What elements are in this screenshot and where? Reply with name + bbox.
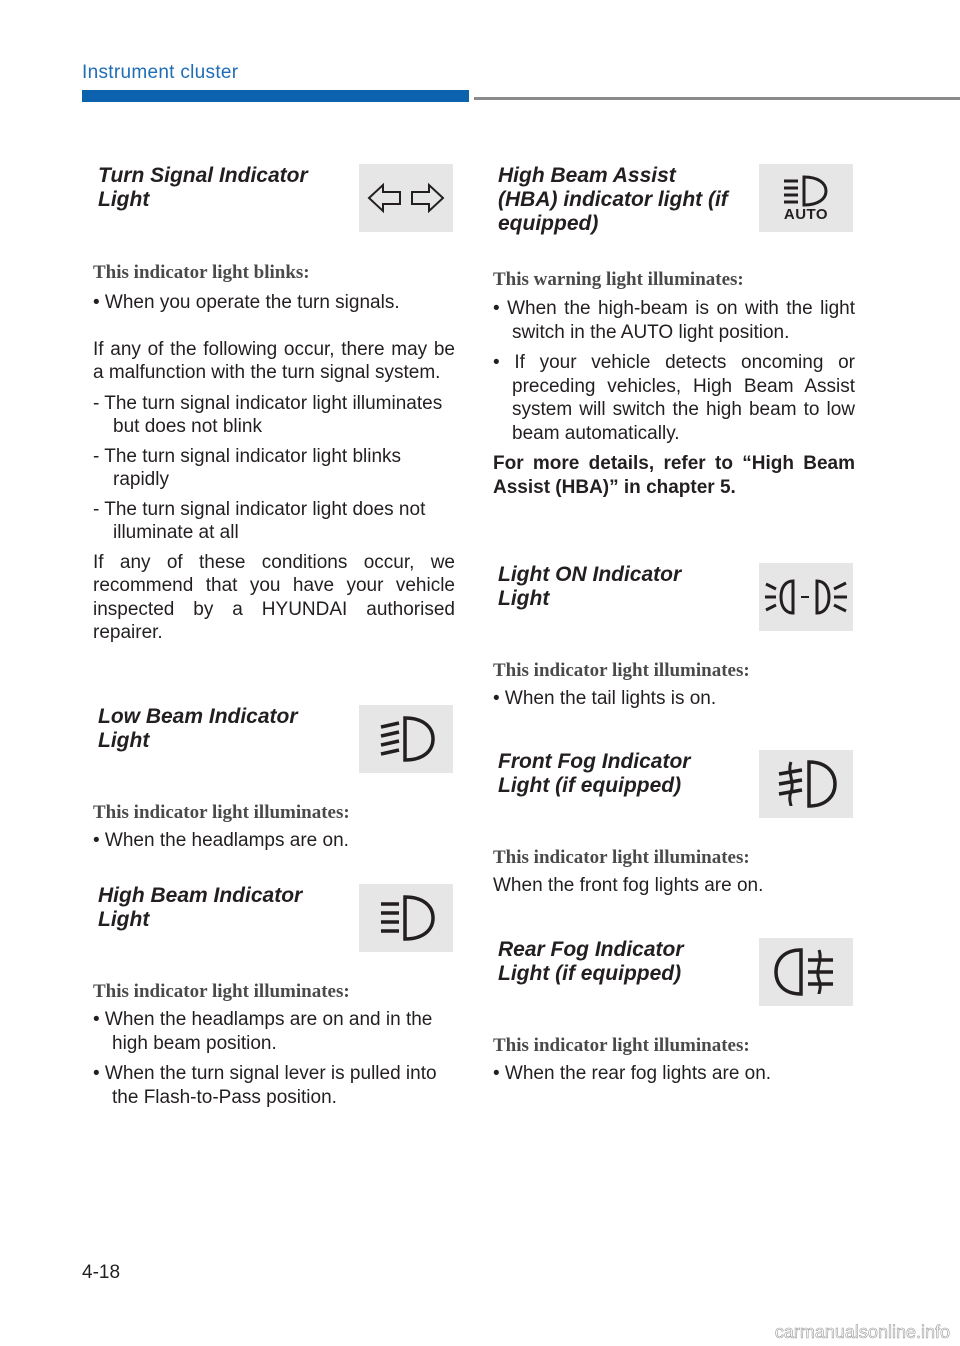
list-item: • When the high-beam is on with the light switch in the AUTO light position.	[493, 298, 855, 343]
front-fog-text	[493, 874, 855, 898]
light-on-lead: This indicator light illuminates:	[493, 660, 750, 681]
turn-signal-text	[93, 291, 455, 645]
high-beam-icon-box	[359, 884, 453, 952]
list-item: • When the rear fog lights are on.	[493, 1063, 772, 1084]
heading-line: Light	[98, 188, 150, 211]
hba-text	[493, 297, 855, 499]
turn-signal-arrows-icon	[366, 178, 446, 218]
heading-line: Light ON Indicator	[498, 563, 682, 586]
low-beam-lead: This indicator light illuminates:	[93, 802, 350, 823]
low-beam-text	[93, 829, 455, 853]
list-item: • When you operate the turn signals.	[93, 292, 400, 313]
heading-line: Front Fog Indicator	[498, 750, 691, 773]
front-fog-icon-box	[759, 750, 853, 818]
light-on-heading	[498, 563, 748, 611]
paragraph: If any of these conditions occur, we recommend that you have your vehicle inspected by a HYUNDAI authorised repairer.	[93, 551, 455, 643]
high-beam-headlamp-icon	[371, 891, 441, 945]
header-rule-blue	[82, 90, 469, 102]
note: For more details, refer to “High Beam Assist (HBA)” in chapter 5.	[493, 453, 855, 498]
rear-fog-icon-box	[759, 938, 853, 1006]
list-item: - The turn signal indicator light illuminates but does not blink	[93, 392, 443, 437]
front-fog-light-icon	[771, 756, 841, 812]
turn-signal-lead: This indicator light blinks:	[93, 262, 310, 283]
heading-line: Light (if equipped)	[498, 774, 682, 797]
hba-heading	[498, 164, 748, 236]
front-fog-lead: This indicator light illuminates:	[493, 847, 750, 868]
light-on-text	[493, 687, 855, 711]
turn-signal-heading	[98, 164, 348, 212]
heading-line: High Beam Indicator	[98, 884, 303, 907]
heading-line: (HBA) indicator light (if	[498, 188, 728, 211]
heading-line: Light	[98, 729, 150, 752]
hba-icon-box	[759, 164, 853, 232]
hba-auto-label: AUTO	[783, 205, 829, 223]
paragraph: If any of the following occur, there may be a malfunction with the turn signal system.	[93, 338, 455, 383]
list-item: - The turn signal indicator light blinks rapidly	[93, 445, 402, 490]
rear-fog-heading	[498, 938, 748, 986]
list-item: - The turn signal indicator light does not illuminate at all	[93, 498, 426, 543]
list-item: • When the headlamps are on and in the high beam position.	[93, 1009, 433, 1054]
list-item: • When the turn signal lever is pulled into the Flash-to-Pass position.	[93, 1063, 437, 1108]
heading-line: Rear Fog Indicator	[498, 938, 684, 961]
hba-lead: This warning light illuminates:	[493, 269, 744, 290]
heading-line: Light	[498, 587, 550, 610]
high-beam-text	[93, 1008, 455, 1109]
heading-line: Light (if equipped)	[498, 962, 682, 985]
page-number: 4-18	[82, 1262, 121, 1283]
high-beam-lead: This indicator light illuminates:	[93, 981, 350, 1002]
high-beam-heading	[98, 884, 348, 932]
section-title: Instrument cluster	[82, 62, 239, 83]
tail-light-icon	[763, 569, 849, 625]
hba-headlamp-icon	[776, 174, 836, 208]
low-beam-heading	[98, 705, 348, 753]
list-item: • When the headlamps are on.	[93, 830, 349, 851]
heading-line: Turn Signal Indicator	[98, 164, 308, 187]
list-item: • If your vehicle detects oncoming or preceding vehicles, High Beam Assist system will switch the high beam to low beam automatically.	[493, 352, 855, 444]
heading-line: Low Beam Indicator	[98, 705, 298, 728]
light-on-icon-box	[759, 563, 853, 631]
rear-fog-light-icon	[771, 944, 841, 1000]
rear-fog-lead: This indicator light illuminates:	[493, 1035, 750, 1056]
heading-line: High Beam Assist	[498, 164, 676, 187]
paragraph: When the front fog lights are on.	[493, 875, 764, 896]
list-item: • When the tail lights is on.	[493, 688, 717, 709]
heading-line: Light	[98, 908, 150, 931]
front-fog-heading	[498, 750, 748, 798]
heading-line: equipped)	[498, 212, 599, 235]
turn-signal-icon-box	[359, 164, 453, 232]
watermark	[700, 1318, 960, 1346]
watermark-text: carmanualsonline.info	[774, 1322, 950, 1342]
low-beam-headlamp-icon	[371, 712, 441, 766]
rear-fog-text	[493, 1062, 855, 1086]
low-beam-icon-box	[359, 705, 453, 773]
header-rule-gray	[474, 97, 960, 100]
